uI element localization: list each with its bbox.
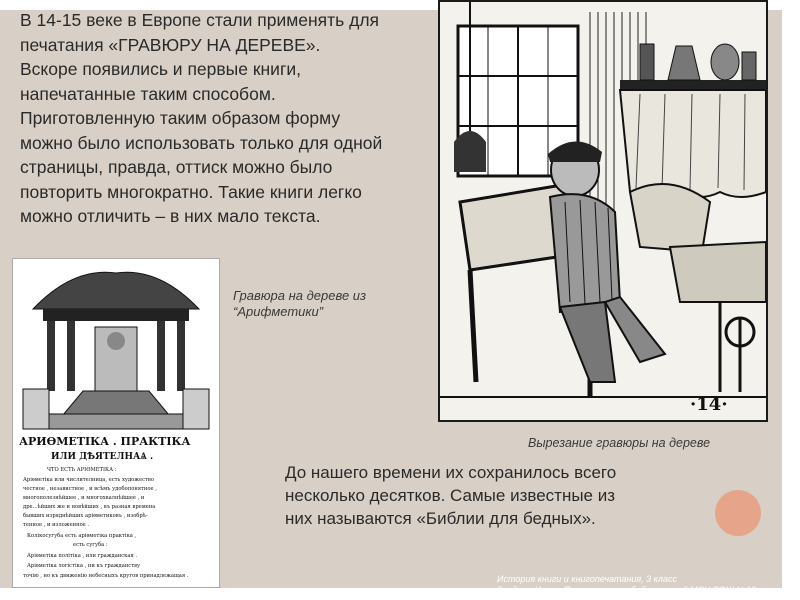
bottom-line: них называются «Библии для бедных». <box>285 509 596 528</box>
bottom-frame <box>0 588 800 600</box>
caption-line: “Арифметики” <box>233 304 324 319</box>
bottom-paragraph <box>285 461 665 530</box>
decorative-circle <box>715 490 761 536</box>
engraver-woodcut-illustration <box>440 2 766 420</box>
footer-line: История книги и книгопечатания, 3 класс <box>497 574 677 584</box>
arithmetic-book-title: АРИѲМЕТІКА . ПРАКТІКА <box>19 435 191 448</box>
arithmetic-text-line: Аріѳметіка или числителница, есть художество <box>23 477 154 483</box>
arithmetic-text-line: точію , но къ движенію небесныхъ кругов принадлежащая . <box>23 573 189 579</box>
engraver-woodcut-image <box>438 0 768 422</box>
intro-line: напечатанные таким способом. <box>20 83 276 104</box>
intro-line: В 14-15 веке в Европе стали применять для <box>20 10 380 30</box>
intro-paragraph <box>20 8 420 229</box>
arithmetic-text-line: Аріѳметіка політіка , или гражданская . <box>27 553 138 559</box>
intro-line: можно было использовать только для одной <box>20 132 383 153</box>
arithmetic-text-line: Аріѳметіка логістіка , ни къ гражданству <box>27 563 141 569</box>
intro-line: Вскоре появились и первые книги, <box>20 59 301 79</box>
arithmetic-text-line: тенное , и изложенное . <box>23 522 90 528</box>
arithmetic-book-subtitle: ИЛИ ДѢЯТЕЛНАѦ . <box>51 452 154 462</box>
arithmetic-title-page-image <box>12 258 220 588</box>
arithmetic-caption <box>233 288 403 320</box>
arithmetic-text-line: многополезнѣйшее , и многохвалнѣйшее , и <box>23 495 145 501</box>
intro-line: Приготовленную таким образом форму <box>20 108 341 128</box>
bottom-line: До нашего времени их сохранилось всего <box>285 463 617 482</box>
bottom-line: несколько десятков. Самые известные из <box>285 486 616 505</box>
arithmetic-text-line: ЧТО ЕСТЬ АРІѲМЕТІКА : <box>47 467 117 473</box>
intro-line: печатания «ГРАВЮРУ НА ДЕРЕВЕ». <box>20 34 321 55</box>
intro-line: повторить многократно. Такие книги легко <box>20 181 362 202</box>
arithmetic-text-line: честное , независтное , и всѣмъ удобопонятное , <box>23 486 157 492</box>
right-frame <box>782 0 800 600</box>
arithmetic-engraving <box>13 259 219 587</box>
caption-line: Гравюра на дереве из <box>233 288 367 303</box>
engraving-caption: Вырезание гравюры на дереве <box>528 436 711 450</box>
woodcut-mark: ·14· <box>690 394 728 415</box>
arithmetic-text-line: бывших изряднѣйших аріѳметиковъ , изобрѣ- <box>23 513 148 519</box>
arithmetic-text-line: дре...ѣйших же и новѣйших , въ разная времена <box>23 504 156 510</box>
intro-line: страницы, правда, оттиск можно было <box>20 157 333 177</box>
intro-line: можно отличить – в них мало текста. <box>20 206 321 226</box>
arithmetic-text-line: Колікосугуба есть аріѳметіка практіка , <box>27 533 137 539</box>
arithmetic-text-line: есть сугуба : <box>73 542 108 548</box>
